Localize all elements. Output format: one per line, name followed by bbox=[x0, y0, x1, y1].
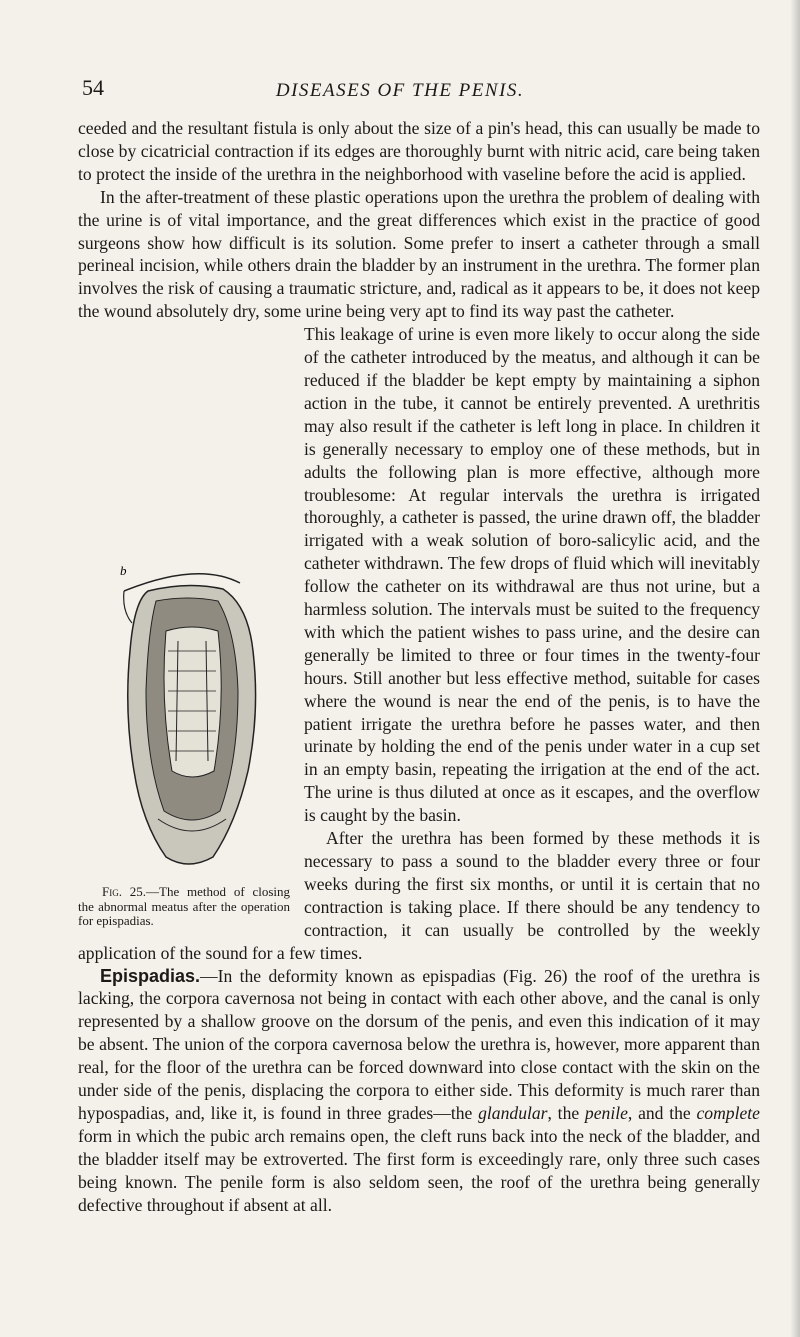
epispadias-text-2: , the bbox=[547, 1102, 585, 1123]
paragraph-epispadias bbox=[78, 965, 760, 1217]
figure-caption bbox=[78, 885, 290, 929]
page-number: 54 bbox=[82, 75, 104, 100]
paragraph-2-continued: This leakage of urine is even more likely to occur along the side of the catheter introduced by the meatus, and although it can be reduced if the bladder be kept empty by maintaining a siphon action in the tube, it cannot be entirely prevented. A urethritis may also result if the catheter is left long in place. In children it is generally necessary to employ one of these methods, but in adults the following plan is more effective, although more troublesome: At regular intervals the urethra is irrigated thoroughly, a catheter is passed, the urine drawn off, the bladder irrigated with a weak solution of boro-salicylic acid, and the catheter withdrawn. The few drops of fluid which will inevitably follow the catheter on its withdrawal are thus not urine, but a harmless solution. The intervals must be suited to the frequency with which the patient wishes to pass urine, and the desire can generally be limited to three or four times in the twenty-four hours. Still another but less effective method, suitable for cases where the wound is near the end of the penis, is to have the patient irrigate the urethra before he passes water, and then urinate by holding the end of the penis under water in a cup set in an empty basin, repeating the irrigation at the end of the act. The urine is thus diluted at once as it escapes, and the overflow is caught by the basin. bbox=[304, 324, 761, 826]
epispadias-text-4: form in which the pubic arch remains open, the cleft runs back into the neck of the bladder, and the bladder itself may be extroverted. The first form is exceedingly rare, only three such cases being known. The penile form is also seldom seen, the roof of the urethra being generally defective throughout if absent at all. bbox=[78, 1125, 760, 1215]
term-glandular: glandular bbox=[478, 1102, 548, 1123]
figure-25 bbox=[78, 561, 290, 929]
paragraph-1: ceeded and the resultant fistula is only about the size of a pin's head, this can usually be made to close by cicatricial contraction if its edges are thoroughly burnt with nitric acid, care being taken to protect the inside of the urethra in the neighborhood with vaseline before the acid is applied. bbox=[78, 118, 760, 184]
paragraph-2-intro: In the after-treatment of these plastic operations upon the urethra the problem of dealing with the urine is of vital importance, and the great differences which exist in the practice of good surgeons show how difficult is its solution. Some prefer to insert a catheter through a small perineal incision, while others drain the bladder by an instrument in the urethra. The former plan involves the risk of causing a traumatic stricture, and, radical as it appears to be, it does not keep the wound absolutely dry, some urine being very apt to find its way past the catheter. bbox=[78, 186, 760, 322]
term-penile: penile bbox=[584, 1102, 628, 1123]
epispadias-text-3: , and the bbox=[627, 1102, 697, 1123]
paragraph-3: After the urethra has been formed by these methods it is necessary to pass a sound to the bladder every three or four weeks during the first six months, or until it is certain that no contraction is taking place. If there should be any tendency to contraction, it can usually be controlled by the weekly application of the sound for a few times. bbox=[78, 828, 760, 963]
running-head: DISEASES OF THE PENIS. bbox=[275, 80, 525, 101]
incision-area bbox=[164, 627, 221, 777]
figure-label: b bbox=[120, 563, 127, 579]
penis-illustration bbox=[118, 561, 268, 875]
page-edge-shadow bbox=[790, 0, 800, 1337]
epispadias-heading: Epispadias. bbox=[100, 965, 201, 986]
term-complete: complete bbox=[696, 1102, 760, 1123]
caption-number: Fig. 25. bbox=[102, 884, 147, 900]
body-text bbox=[78, 117, 760, 1217]
caption-text: —The method of closing the abnormal meatus after the operation for epispadias. bbox=[78, 884, 290, 929]
epispadias-text-1: —In the deformity known as epispadias (Fig. 26) the roof of the urethra is lacking, the corpora cavernosa not being in contact with each other above, and the canal is only represented by a shallow groove on the dorsum of the penis, and even this indication of it may be absent. The union of the corpora cavernosa below the urethra is, however, more apparent than real, for the floor of the urethra can be forced downward into close contact with the skin on the under side of the penis, displacing the corpora to either side. This deformity is much rarer than hypospadias, and, like it, is found in three grades—the bbox=[78, 965, 760, 1123]
left-fold bbox=[124, 591, 132, 623]
